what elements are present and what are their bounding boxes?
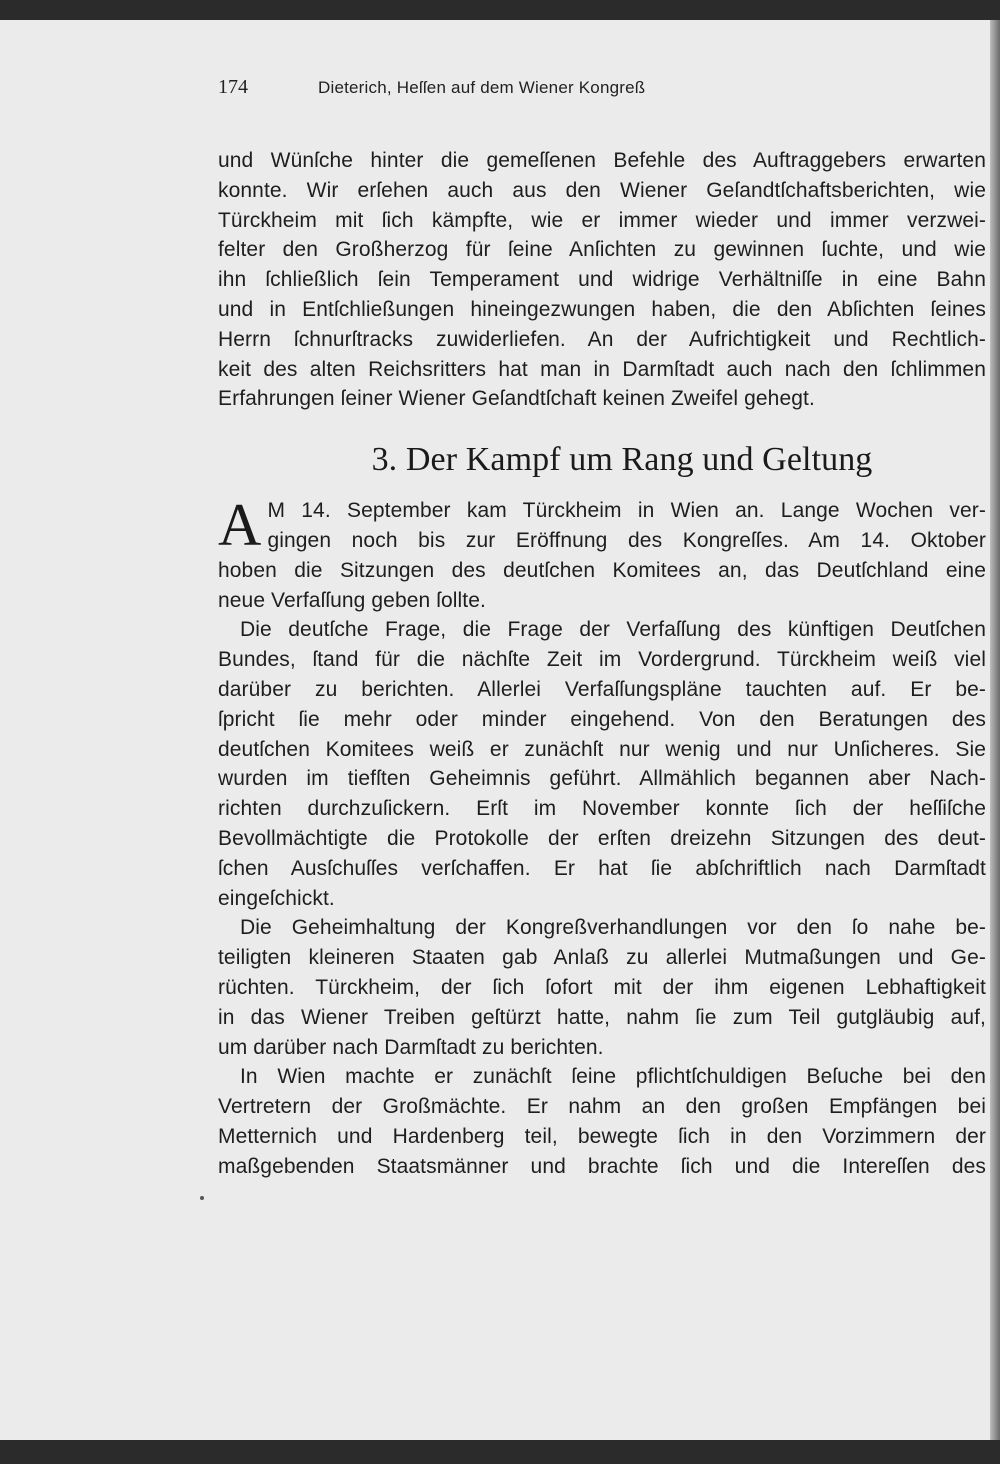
text-line: hoben die Sitzungen des deutſchen Komitees an, das Deutſchland eine [218,558,986,582]
text-line: wurden im tiefſten Geheimnis geführt. Allmählich begannen aber Nach- [218,767,986,791]
text-line: und in Entſchließungen hineingezwungen haben, die den Abſichten ſeines [218,297,986,321]
text-line: keit des alten Reichsritters hat man in Darmſtadt auch nach den ſchlimmen [218,357,986,381]
paragraph-4 [218,1062,986,1181]
paragraph-3 [218,913,986,1062]
text-line: Die Geheimhaltung der Kongreßverhandlungen vor den ſo nahe be- [240,916,986,940]
text-line: ſpricht ſie mehr oder minder eingehend. Von den Beratungen des [218,707,986,731]
text-line: Bevollmächtigte die Protokolle der erſten dreizehn Sitzungen des deut- [218,826,986,850]
text-line: ſchen Ausſchuſſes verſchaffen. Er hat ſie abſchriftlich nach Darmſtadt [218,856,986,880]
paragraph-2 [218,615,986,913]
text-line: In Wien machte er zunächſt ſeine pflichtſchuldigen Beſuche bei den [240,1065,986,1089]
page-header [218,76,978,99]
text-line: Die deutſche Frage, die Frage der Verfaſſung des künftigen Deutſchen [240,618,986,642]
running-title: Dieterich, Heſſen auf dem Wiener Kongreß [318,78,646,97]
text-line: Herrn ſchnurſtracks zuwiderliefen. An der Aufrichtigkeit und Rechtlich- [218,327,986,351]
text-line: konnte. Wir erſehen auch aus den Wiener Geſandtſchaftsberichten, wie [218,178,986,202]
text-line: eingeſchickt. [218,886,335,910]
page-edge-shadow [990,20,1000,1440]
text-line: M 14. September kam Türckheim in Wien an. Lange Wochen ver- [267,499,986,523]
text-line: ihn ſchließlich ſein Temperament und widrige Verhältniſſe in eine Bahn [218,268,986,292]
section-heading: 3. Der Kampf um Rang und Geltung [371,441,873,479]
paragraph-1 [218,492,986,615]
text-line: in das Wiener Treiben geſtürzt hatte, nahm ſie zum Teil gutgläubig auf, [218,1005,986,1029]
text-line: darüber zu berichten. Allerlei Verfaſſungspläne tauchten auf. Er be- [218,677,986,701]
text-line: Bundes, ſtand für die nächſte Zeit im Vordergrund. Türckheim weiß viel [218,648,986,672]
text-line: richten durchzuſickern. Erſt im November konnte ſich der heſſiſche [218,797,986,821]
drop-cap: A [218,492,262,559]
text-line: Türckheim mit ſich kämpfte, wie er immer wieder und immer verzwei- [218,208,986,232]
text-line: teiligten kleineren Staaten gab Anlaß zu allerlei Mutmaßungen und Ge- [218,946,986,970]
text-line: maßgebenden Staatsmänner und brachte ſich und die Intereſſen des [218,1154,986,1178]
text-line: Erfahrungen ſeiner Wiener Geſandtſchaft keinen Zweifel gehegt. [218,387,815,411]
text-line: Metternich und Hardenberg teil, bewegte ſich in den Vorzimmern der [218,1124,986,1148]
page-number: 174 [218,76,248,98]
scan-speck [200,1196,204,1200]
text-line: gingen noch bis zur Eröffnung des Kongreſſes. Am 14. Oktober [267,528,986,552]
text-line: deutſchen Komitees weiß er zunächſt nur wenig und nur Unſicheres. Sie [218,737,986,761]
text-line: neue Verfaſſung geben ſollte. [218,588,486,612]
text-line: um darüber nach Darmſtadt zu berichten. [218,1035,604,1059]
continuation-paragraph [218,146,986,414]
text-line: felter den Großherzog für ſeine Anſichten zu gewinnen ſuchte, und wie [218,238,986,262]
text-line: rüchten. Türckheim, der ſich ſofort mit der ihm eigenen Lebhaftigkeit [218,975,986,999]
body-text [218,146,986,1182]
text-line: und Wünſche hinter die gemeſſenen Befehle des Auftraggebers erwarten [218,149,986,172]
text-line: Vertretern der Großmächte. Er nahm an den großen Empfängen bei [218,1095,986,1119]
